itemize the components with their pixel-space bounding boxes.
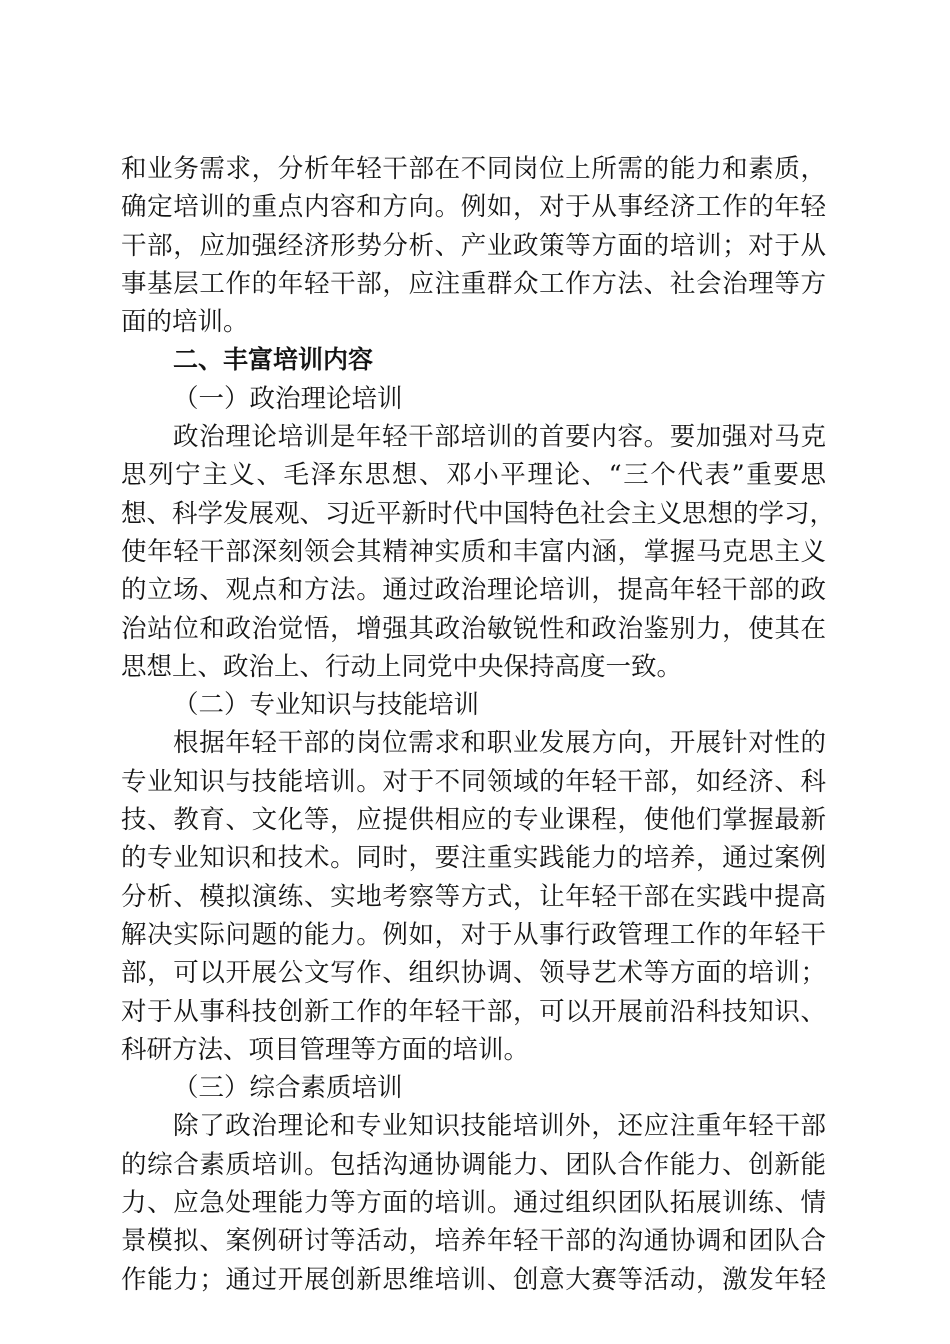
text-line: 事基层工作的年轻干部，应注重群众工作方法、社会治理等方 [121, 268, 826, 299]
paragraph-political-theory [121, 418, 836, 686]
text-line: 的立场、观点和方法。通过政治理论培训，提高年轻干部的政 [121, 575, 826, 606]
text-line: 技、教育、文化等，应提供相应的专业课程，使他们掌握最新 [121, 805, 826, 836]
text-line: 根据年轻干部的岗位需求和职业发展方向，开展针对性的 [173, 728, 826, 759]
paragraph-comprehensive-quality [121, 1107, 826, 1298]
paragraph-intro [121, 150, 826, 341]
text-line: 使年轻干部深刻领会其精神实质和丰富内涵，掌握马克思主义 [121, 536, 826, 567]
text-line: 分析、模拟演练、实地考察等方式，让年轻干部在实践中提高 [121, 881, 826, 912]
text-line: 政治理论培训是年轻干部培训的首要内容。要加强对马克 [173, 422, 826, 453]
text-line: 干部，应加强经济形势分析、产业政策等方面的培训；对于从 [121, 230, 826, 261]
text-line: 部，可以开展公文写作、组织协调、领导艺术等方面的培训； [121, 958, 826, 989]
subsection-heading-3: （三）综合素质培训 [173, 1073, 403, 1104]
subsection-heading-2: （二）专业知识与技能培训 [173, 690, 480, 721]
paragraph-professional-skills [121, 724, 826, 1069]
text-line: 思列宁主义、毛泽东思想、邓小平理论、“三个代表”重要思 [121, 460, 826, 491]
section-heading: 二、丰富培训内容 [173, 345, 374, 375]
text-line: 面的培训。 [121, 307, 249, 338]
text-line: 科研方法、项目管理等方面的培训。 [121, 1034, 530, 1065]
text-line: 思想上、政治上、行动上同党中央保持高度一致。 [121, 651, 683, 682]
text-line: 作能力；通过开展创新思维培训、创意大赛等活动，激发年轻 [121, 1264, 826, 1295]
text-line: 治站位和政治觉悟，增强其政治敏锐性和政治鉴别力，使其在 [121, 613, 826, 644]
text-line: 想、科学发展观、习近平新时代中国特色社会主义思想的学习， [121, 498, 836, 529]
text-line: 对于从事科技创新工作的年轻干部，可以开展前沿科技知识、 [121, 996, 826, 1027]
text-line: 力、应急处理能力等方面的培训。通过组织团队拓展训练、情 [121, 1188, 826, 1219]
text-line: 景模拟、案例研讨等活动，培养年轻干部的沟通协调和团队合 [121, 1226, 826, 1257]
text-line: 的专业知识和技术。同时，要注重实践能力的培养，通过案例 [121, 843, 826, 874]
text-line: 除了政治理论和专业知识技能培训外，还应注重年轻干部 [173, 1111, 826, 1142]
text-line: 专业知识与技能培训。对于不同领域的年轻干部，如经济、科 [121, 766, 826, 797]
text-line: 解决实际问题的能力。例如，对于从事行政管理工作的年轻干 [121, 919, 826, 950]
document-page [121, 150, 836, 1299]
text-line: 确定培训的重点内容和方向。例如，对于从事经济工作的年轻 [121, 192, 826, 223]
text-line: 的综合素质培训。包括沟通协调能力、团队合作能力、创新能 [121, 1149, 826, 1180]
text-line: 和业务需求，分析年轻干部在不同岗位上所需的能力和素质， [121, 154, 826, 184]
subsection-heading-1: （一）政治理论培训 [173, 383, 403, 414]
